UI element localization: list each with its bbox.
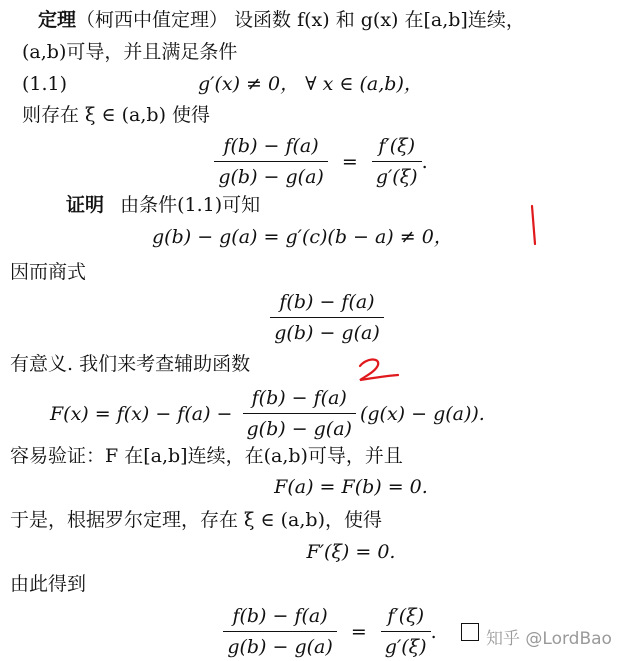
quotient-equation (0, 290, 642, 345)
quotient-fraction: $\frac{f(b) - f(a)}{g(b) - g(a)}$ (270, 290, 383, 345)
quotient-intro: 因而商式 (10, 261, 87, 283)
final-fraction-left: $\frac{f(b) - f(a)}{g(b) - g(a)}$ (223, 604, 336, 659)
main-equation: $\frac{f(b) - f(a)}{g(b) - g(a)}$ = $\frac{f'(\xi)}{g'(\xi)}$ . (0, 134, 642, 189)
meaning-line: 有意义. 我们来考查辅助函数 (10, 353, 251, 375)
condition-equation: g(b) − g(a) = g′(c)(b − a) ≠ 0， (152, 226, 453, 248)
proof-heading (66, 193, 260, 217)
theorem-heading (38, 8, 525, 32)
annotation-mark-2 (356, 358, 402, 384)
condition-number: (1.1) (22, 73, 68, 95)
qed-square-icon (461, 623, 479, 641)
theorem-line-4: 则存在 ξ ∈ (a,b) 使得 (22, 104, 211, 126)
watermark: 知乎 @LordBao (486, 629, 612, 649)
theorem-label: 定理 (38, 9, 77, 31)
theorem-line-2: (a,b)可导，并且满足条件 (22, 41, 238, 63)
F-endpoint-equation: F(a) = F(b) = 0. (274, 476, 428, 498)
final-fraction-right: $\frac{f'(\xi)}{g'(\xi)}$ (381, 604, 431, 659)
auxiliary-function: F(x) = f(x) − f(a) − $\frac{f(b) - f(a)}{g(b) - g(a)}$ (g(x) − g(a)). (50, 387, 485, 440)
fraction-right: $\frac{f'(\xi)}{g'(\xi)}$ (372, 134, 422, 189)
final-equation: $\frac{f(b) - f(a)}{g(b) - g(a)}$ = $\frac{f'(\xi)}{g'(\xi)}$ . (0, 604, 642, 659)
condition-expression: g′(x) ≠ 0， ∀ x ∈ (a,b)， (198, 73, 423, 95)
proof-label: 证明 (66, 194, 105, 216)
rolle-line: 于是，根据罗尔定理，存在 ξ ∈ (a,b)，使得 (10, 509, 383, 531)
theorem-statement: （柯西中值定理） 设函数 f(x) 和 g(x) 在[a,b]连续， (76, 9, 525, 31)
fraction-left: $\frac{f(b) - f(a)}{g(b) - g(a)}$ (214, 134, 327, 189)
verify-line: 容易验证：F 在[a,b]连续，在(a,b)可导，并且 (10, 445, 403, 467)
annotation-mark-1 (524, 204, 544, 248)
auxiliary-fraction: $\frac{f(b) - f(a)}{g(b) - g(a)}$ (243, 386, 356, 441)
F-derivative-equation: F′(ξ) = 0. (306, 541, 396, 563)
proof-text: 由条件(1.1)可知 (120, 194, 261, 216)
hence-line: 由此得到 (10, 573, 87, 595)
